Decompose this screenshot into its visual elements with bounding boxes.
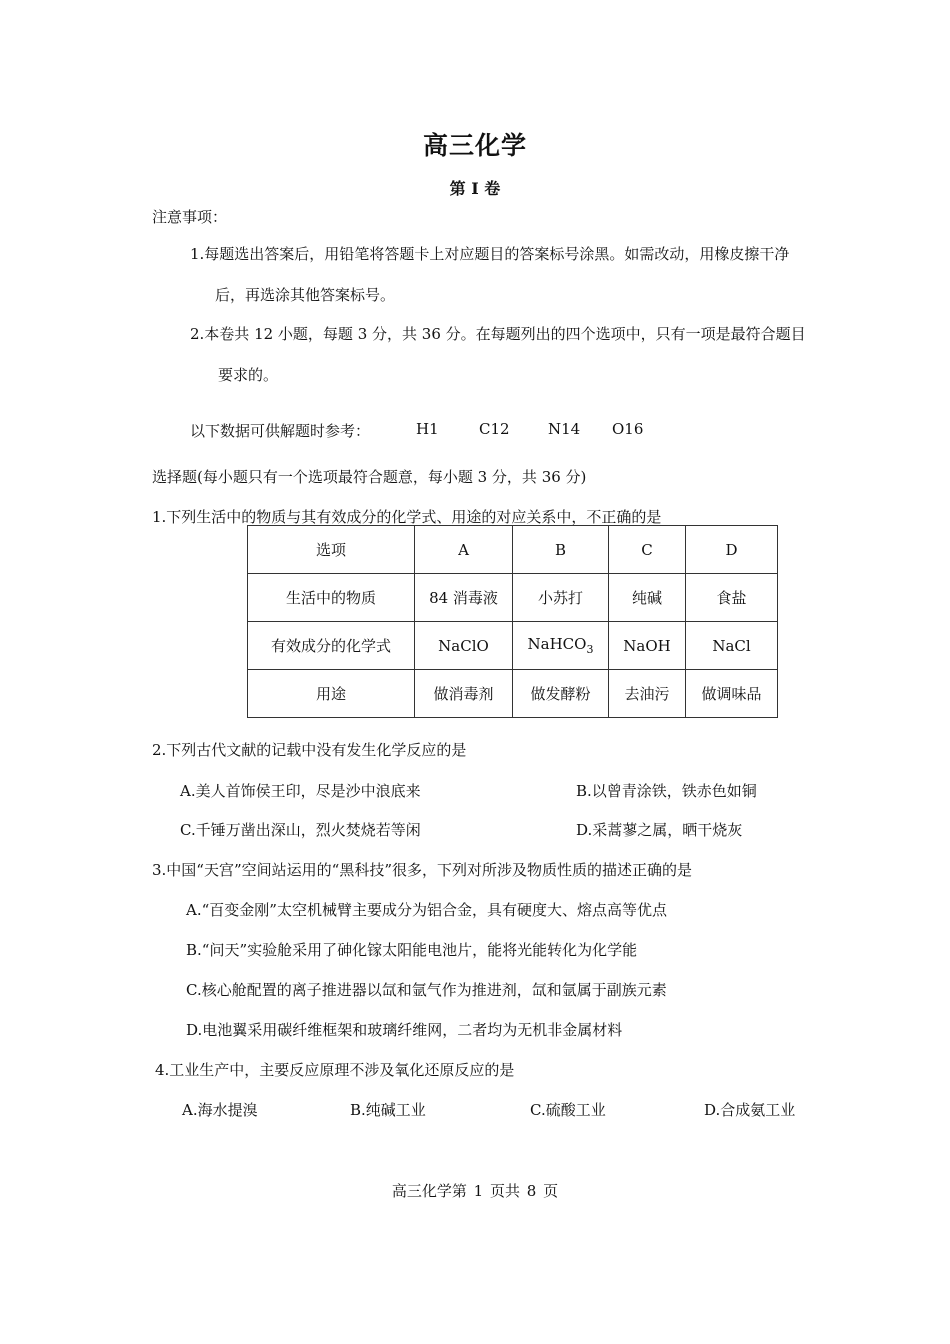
page-title: 高三化学 — [422, 131, 527, 160]
q4-option-d: D.合成氨工业 — [704, 1101, 796, 1119]
q2-option-d: D.采蒿蓼之属，晒干烧灰 — [576, 821, 743, 839]
q4-stem: 4.工业生产中，主要反应原理不涉及氧化还原反应的是 — [155, 1061, 515, 1079]
table-row-header — [248, 526, 778, 574]
q3-option-c: C.核心舱配置的离子推进器以氙和氩气作为推进剂，氙和氩属于副族元素 — [186, 981, 667, 999]
formula-main: NaHCO — [527, 635, 587, 653]
page-footer — [0, 1180, 950, 1201]
table-cell: 小苏打 — [513, 574, 609, 622]
table-cell: 用途 — [248, 670, 415, 718]
footer-prefix: 高三化学第 — [391, 1182, 467, 1200]
table-cell: 84 消毒液 — [415, 574, 513, 622]
atomic-mass-n: N14 — [548, 420, 581, 438]
q2-option-a: A.美人首饰侯王印，尽是沙中浪底来 — [180, 782, 421, 800]
table-cell: 做消毒剂 — [415, 670, 513, 718]
table-cell: NaOH — [609, 622, 686, 670]
notice-item1-line1: 1.每题选出答案后，用铅笔将答题卡上对应题目的答案标号涂黑。如需改动，用橡皮擦干净 — [190, 245, 790, 263]
notice-item1-line2: 后，再选涂其他答案标号。 — [215, 286, 396, 304]
table-cell: 纯碱 — [609, 574, 686, 622]
notice-item2-line2: 要求的。 — [218, 366, 279, 384]
q3-stem: 3.中国“天宫”空间站运用的“黑科技”很多，下列对所涉及物质性质的描述正确的是 — [152, 861, 692, 879]
notice-item2-line1: 2.本卷共 12 小题，每题 3 分，共 36 分。在每题列出的四个选项中，只有一项是最符合题目 — [190, 325, 806, 343]
table-cell: 有效成分的化学式 — [248, 622, 415, 670]
table-row-substance — [248, 574, 778, 622]
q3-option-a: A.“百变金刚”太空机械臂主要成分为铝合金，具有硬度大、熔点高等优点 — [186, 901, 667, 919]
footer-middle: 页共 — [489, 1182, 520, 1200]
table-cell: NaClO — [415, 622, 513, 670]
table-cell: NaCl — [686, 622, 778, 670]
volume-subtitle: 第 I 卷 — [449, 179, 501, 198]
atomic-mass-c: C12 — [479, 420, 510, 438]
q3-option-d: D.电池翼采用碳纤维框架和玻璃纤维网，二者均为无机非金属材料 — [186, 1021, 623, 1039]
table-cell: D — [686, 526, 778, 574]
reference-label: 以下数据可供解题时参考： — [190, 422, 371, 440]
footer-page-number: 1 — [473, 1182, 484, 1200]
table-cell: 去油污 — [609, 670, 686, 718]
table-row-use — [248, 670, 778, 718]
table-cell: 做调味品 — [686, 670, 778, 718]
atomic-mass-o: O16 — [612, 420, 644, 438]
table-cell: 生活中的物质 — [248, 574, 415, 622]
section-heading: 选择题(每小题只有一个选项最符合题意，每小题 3 分，共 36 分) — [152, 468, 587, 486]
q2-option-c: C.千锤万凿出深山，烈火焚烧若等闲 — [180, 821, 421, 839]
formula-subscript: 3 — [586, 643, 594, 656]
table-cell: 选项 — [248, 526, 415, 574]
table-cell-formula-b — [513, 622, 609, 670]
atomic-mass-h: H1 — [416, 420, 439, 438]
table-cell: 做发酵粉 — [513, 670, 609, 718]
footer-total-pages: 8 — [526, 1182, 537, 1200]
notice-heading: 注意事项： — [152, 208, 228, 226]
table-cell: C — [609, 526, 686, 574]
q3-option-b: B.“问天”实验舱采用了砷化镓太阳能电池片，能将光能转化为化学能 — [186, 941, 638, 959]
table-cell: A — [415, 526, 513, 574]
q4-option-b: B.纯碱工业 — [350, 1101, 426, 1119]
footer-suffix: 页 — [543, 1182, 559, 1200]
q1-stem: 1.下列生活中的物质与其有效成分的化学式、用途的对应关系中，不正确的是 — [152, 508, 662, 526]
table-cell: 食盐 — [686, 574, 778, 622]
table-cell: B — [513, 526, 609, 574]
q4-option-c: C.硫酸工业 — [530, 1101, 606, 1119]
q4-option-a: A.海水提溴 — [182, 1101, 258, 1119]
table-row-formula — [248, 622, 778, 670]
q2-option-b: B.以曾青涂铁，铁赤色如铜 — [576, 782, 757, 800]
q2-stem: 2.下列古代文献的记载中没有发生化学反应的是 — [152, 741, 467, 759]
q1-options-table — [247, 525, 778, 718]
